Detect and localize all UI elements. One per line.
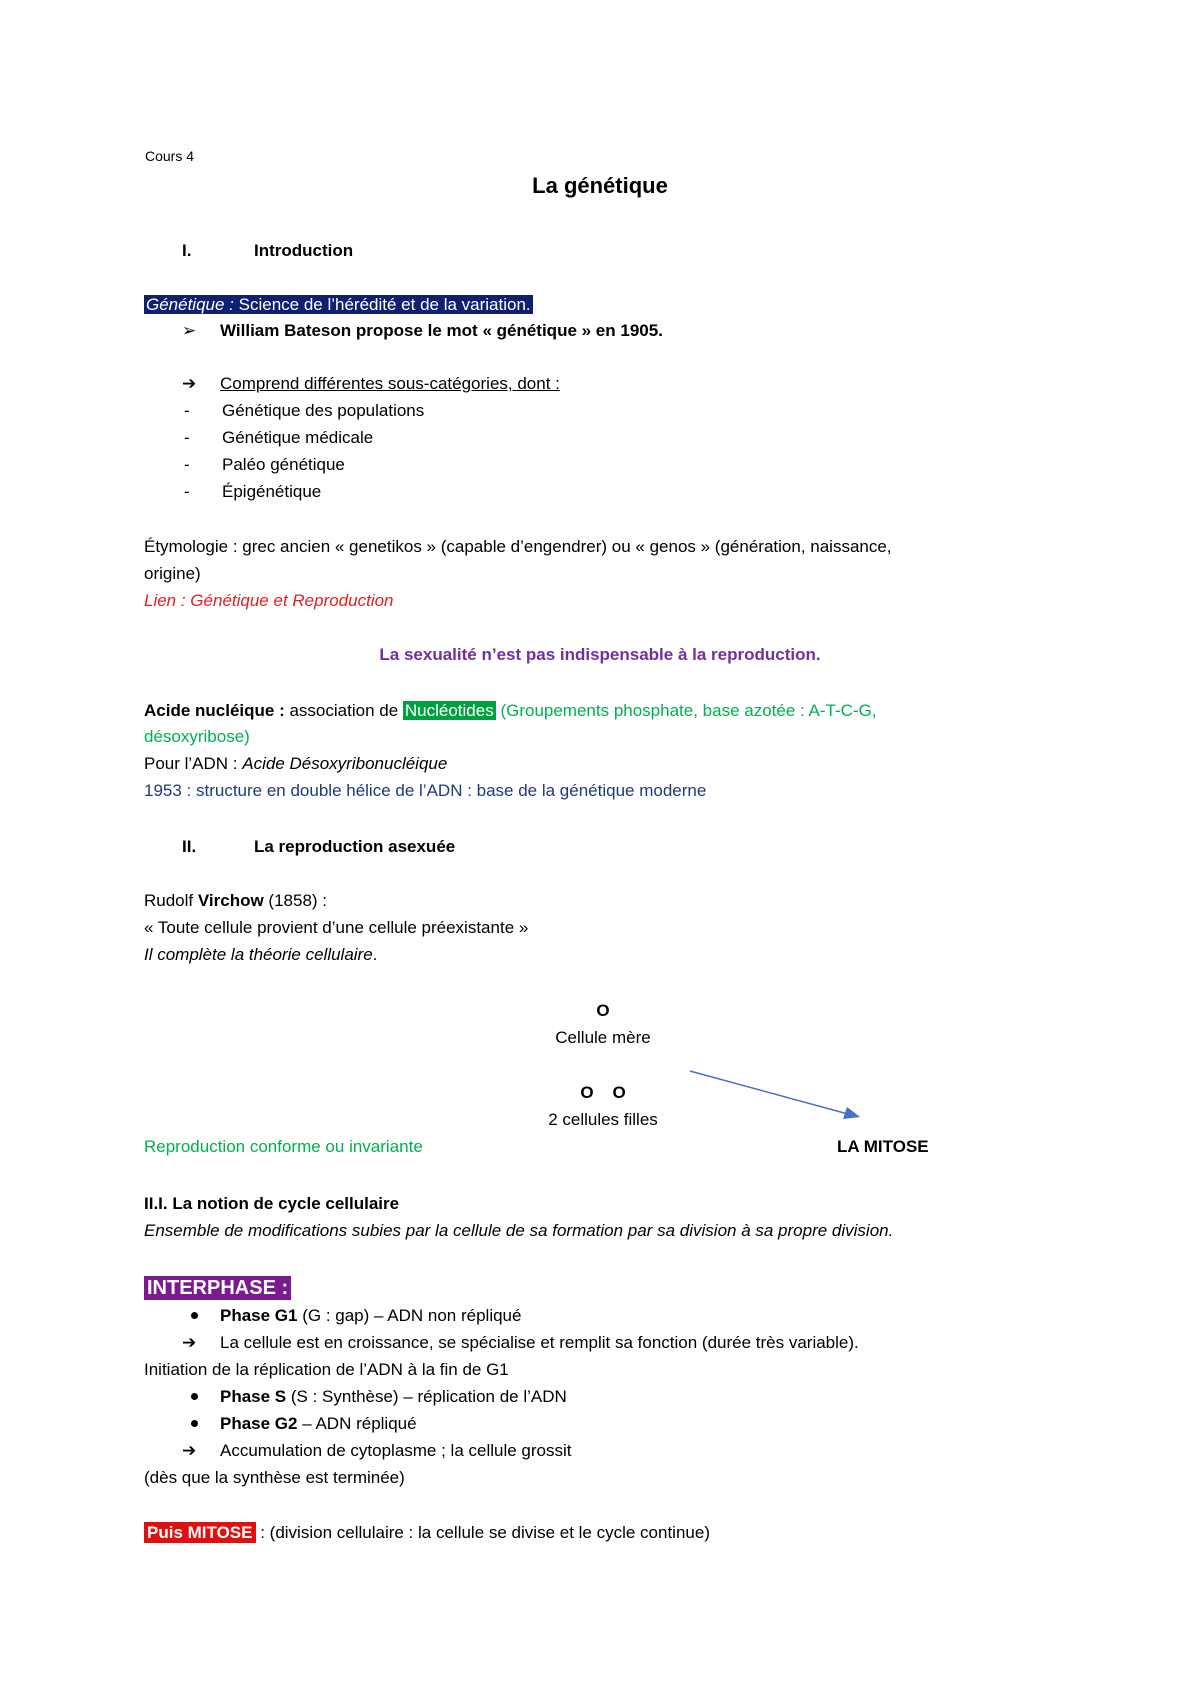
conforme-text: Reproduction conforme ou invariante <box>144 1137 423 1156</box>
nucleotides-highlight: Nucléotides <box>404 701 494 720</box>
dash-bullet: - <box>184 482 190 501</box>
adn-name: Acide Désoxyribonucléique <box>242 754 448 773</box>
phase-s-name: Phase S <box>220 1387 287 1406</box>
list-item-text: Épigénétique <box>222 482 322 501</box>
puis-mitose-text: : (division cellulaire : la cellule se divise et le cycle continue) <box>255 1523 710 1542</box>
dash-bullet: - <box>184 401 190 420</box>
bullet-dot-icon <box>191 1393 198 1400</box>
bullet-dot-icon <box>191 1420 198 1427</box>
section-number: I. <box>182 241 192 260</box>
bullet-dot-icon <box>191 1312 198 1319</box>
virchow-note: Il complète la théorie cellulaire <box>144 945 373 964</box>
g2-note: Accumulation de cytoplasme ; la cellule grossit <box>220 1441 572 1460</box>
year-1953-line: 1953 : structure en double hélice de l’ADN : base de la génétique moderne <box>144 781 707 800</box>
interphase-label-line <box>144 1275 291 1301</box>
list-item-text: Paléo génétique <box>222 455 345 474</box>
acide-term: Acide nucléique : <box>144 701 285 720</box>
puis-mitose-line <box>144 1522 710 1544</box>
lien-text: Lien : Génétique et Reproduction <box>144 591 394 610</box>
arrowhead-bullet-icon: ➢ <box>182 321 197 340</box>
list-item-text: Génétique des populations <box>222 401 425 420</box>
g1-note-line <box>182 1332 859 1354</box>
daughter-cells-symbol: O O <box>580 1083 626 1102</box>
section-number: II. <box>182 837 197 856</box>
mitose-label: LA MITOSE <box>837 1137 929 1156</box>
definition-term: Génétique : <box>146 295 234 314</box>
section-title: La reproduction asexuée <box>254 837 456 856</box>
virchow-name: Virchow <box>197 891 264 910</box>
phase-g1-name: Phase G1 <box>220 1306 298 1325</box>
mother-cell-symbol: O <box>596 1001 610 1020</box>
virchow-prefix: Rudolf <box>144 891 198 910</box>
puis-mitose-label: Puis MITOSE <box>144 1522 256 1543</box>
adn-prefix: Pour l’ADN : <box>144 754 243 773</box>
daughter-cells-label: 2 cellules filles <box>548 1110 658 1129</box>
virchow-quote: « Toute cellule provient d’une cellule préexistante » <box>144 918 529 937</box>
section-title: Introduction <box>254 241 354 260</box>
g1-note: La cellule est en croissance, se spécialise et remplit sa fonction (durée très variable). <box>220 1333 859 1352</box>
right-arrow-icon: ➔ <box>182 1333 197 1352</box>
dash-bullet: - <box>184 455 190 474</box>
page-title: La génétique <box>532 173 668 198</box>
phase-g1-line <box>184 1305 521 1327</box>
phase-g2-name: Phase G2 <box>220 1414 298 1433</box>
definition-text: Science de l’hérédité et de la variation. <box>233 295 531 314</box>
right-arrow-icon: ➔ <box>182 374 197 393</box>
comprend-text: Comprend différentes sous-catégories, dont : <box>220 374 560 393</box>
cycle-description: Ensemble de modifications subies par la cellule de sa formation par sa division à sa propre division. <box>144 1221 894 1240</box>
g2-note-line <box>182 1440 572 1462</box>
mother-cell-label: Cellule mère <box>555 1028 651 1047</box>
phase-g1-text: (G : gap) – ADN non répliqué <box>297 1306 522 1325</box>
phase-s-text: (S : Synthèse) – réplication de l’ADN <box>286 1387 567 1406</box>
list-item-text: Génétique médicale <box>222 428 374 447</box>
sexualite-statement: La sexualité n’est pas indispensable à la reproduction. <box>379 645 821 664</box>
cycle-title: II.I. La notion de cycle cellulaire <box>144 1194 400 1213</box>
phase-g2-text: – ADN répliqué <box>297 1414 417 1433</box>
phase-s-line <box>184 1386 567 1408</box>
course-label: Cours 4 <box>145 148 195 164</box>
etymology-line-1: Étymologie : grec ancien « genetikos » (capable d’engendrer) ou « genos » (génération, naissance, <box>144 537 892 556</box>
initiation-line: Initiation de la réplication de l’ADN à la fin de G1 <box>144 1360 509 1379</box>
acide-text: association de <box>284 701 403 720</box>
virchow-note-dot: . <box>372 945 378 964</box>
des-que-line: (dès que la synthèse est terminée) <box>144 1468 405 1487</box>
acide-detail: (Groupements phosphate, base azotée : A-T-C-G, <box>495 701 877 720</box>
right-arrow-icon: ➔ <box>182 1441 197 1460</box>
etymology-line-2: origine) <box>144 564 201 583</box>
interphase-label: INTERPHASE : <box>144 1276 291 1300</box>
virchow-year: (1858) : <box>263 891 328 910</box>
dash-bullet: - <box>184 428 190 447</box>
phase-g2-line <box>184 1413 417 1435</box>
acide-detail-2: désoxyribose) <box>144 727 250 746</box>
bateson-text: William Bateson propose le mot « génétique » en 1905. <box>220 321 663 340</box>
